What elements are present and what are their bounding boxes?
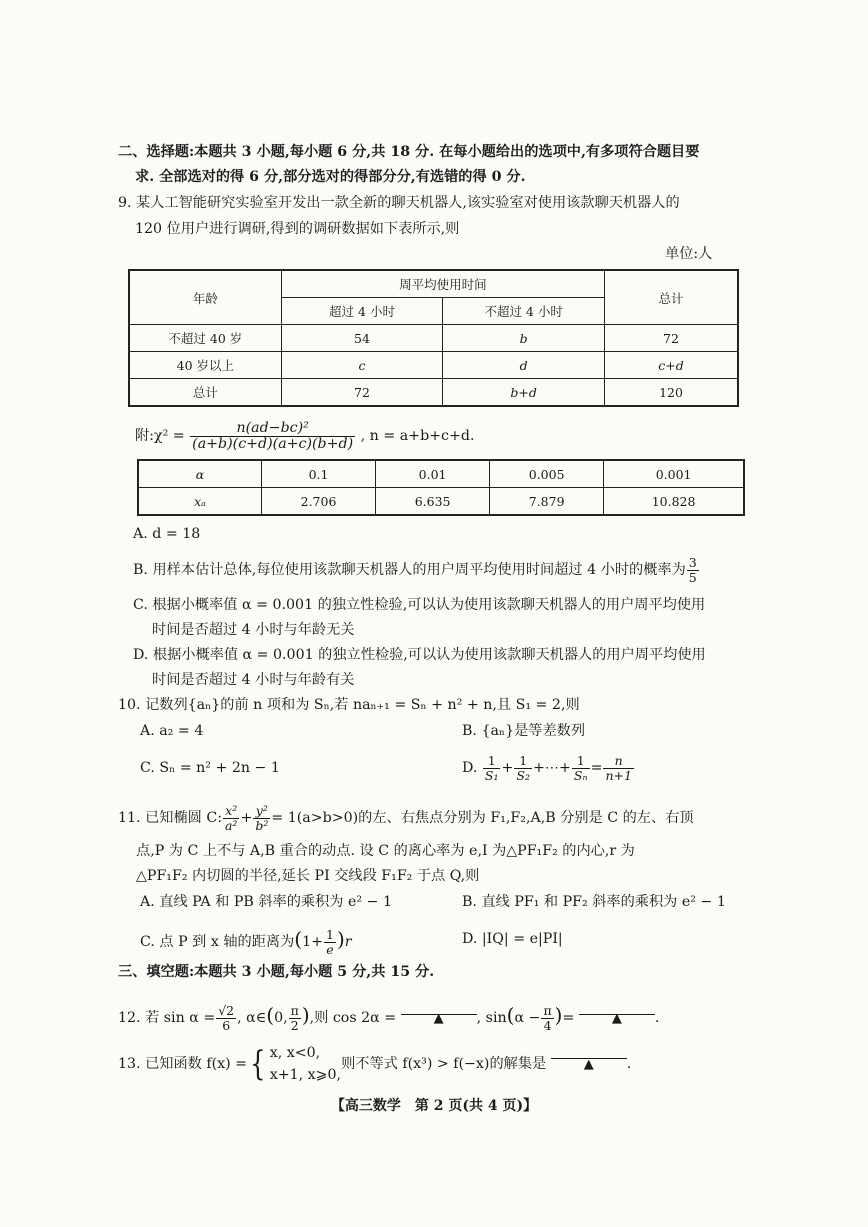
q10-option-a: A. a₂ = 4: [140, 723, 204, 739]
cell-value: 54: [281, 325, 443, 352]
formula-numerator: n(ad−bc)²: [236, 419, 309, 436]
q9-option-a: A. d = 18: [133, 526, 201, 542]
q11-stem-line3: △PF₁F₂ 内切圆的半径,延长 PI 交线段 F₁F₂ 于点 Q,则: [136, 868, 480, 884]
section-3-heading: 三、填空题:本题共 3 小题,每小题 5 分,共 15 分.: [118, 964, 435, 980]
critical-value-table: [137, 459, 745, 516]
q9-stem-line2: 120 位用户进行调研,得到的调研数据如下表所示,则: [135, 221, 460, 237]
q10-option-c: C. Sₙ = n² + 2n − 1: [140, 760, 280, 776]
header-over-4h: 超过 4 小时: [281, 298, 443, 325]
cell-value: c: [281, 352, 443, 379]
q9-unit: 单位:人: [665, 246, 713, 262]
formula-fraction: [190, 421, 355, 452]
q9-option-c-line2: 时间是否超过 4 小时与年龄无关: [152, 622, 355, 638]
table-row: [138, 460, 744, 488]
q9-option-d-line1: D. 根据小概率值 α = 0.001 的独立性检验,可以认为使用该款聊天机器人的用户周平均使用: [133, 647, 706, 663]
q12-answer-blank-1[interactable]: ▲: [401, 996, 477, 1015]
table-row: [129, 325, 738, 352]
header-weekly-usage: 周平均使用时间: [281, 270, 604, 298]
q10-option-d: D. $\frac{1}{\text{S₁}}$ + $\frac{1}{\text{S₂}}$ +⋯+ $\frac{1}{\text{Sₙ}}$ = $\frac{n}{n+1}$: [462, 752, 632, 783]
cell-value: 72: [281, 379, 443, 407]
q9-option-b: B. 用样本估计总体,每位使用该款聊天机器人的用户周平均使用时间超过 4 小时的概率为 $\frac{3}{5}$: [133, 554, 697, 585]
alpha-value: 0.005: [490, 460, 604, 488]
section-2-heading-line1: 二、选择题:本题共 3 小题,每小题 6 分,共 18 分. 在每小题给出的选项中,有多项符合题目要: [118, 144, 700, 160]
q11-option-d: D. |IQ| = e|PI|: [462, 931, 563, 947]
table-row: [129, 352, 738, 379]
q13-answer-blank[interactable]: ▲: [551, 1040, 627, 1059]
alpha-value: 0.01: [376, 460, 490, 488]
q13-stem: 13. 已知函数 f(x) ={ x, x<0, x+1, x⩾0, 则不等式 f(x³) > f(−x)的解集是 ▲ .: [118, 1040, 631, 1088]
chi-square-formula: [135, 418, 474, 454]
q9-survey-table: [128, 269, 739, 407]
q10-stem: 10. 记数列{aₙ}的前 n 项和为 Sₙ,若 naₙ₊₁ = Sₙ + n² + n,且 S₁ = 2,则: [118, 697, 580, 713]
cell-value: c+d: [605, 352, 739, 379]
cell-value: 72: [605, 325, 739, 352]
q11-option-c: C. 点 P 到 x 轴的距离为(1+ $\frac{1}{e}$ )r: [140, 926, 352, 957]
cell-value: b: [443, 325, 605, 352]
header-not-over-4h: 不超过 4 小时: [443, 298, 605, 325]
row-label: 总计: [129, 379, 281, 407]
critical-value: 6.635: [376, 488, 490, 516]
q11-stem-line2: 点,P 为 C 上不与 A,B 重合的动点. 设 C 的离心率为 e,I 为△PF₁F₂ 的内心,r 为: [136, 843, 635, 859]
q9-stem-line1: 9. 某人工智能研究实验室开发出一款全新的聊天机器人,该实验室对使用该款聊天机器人的: [118, 195, 680, 211]
q11-option-b: B. 直线 PF₁ 和 PF₂ 斜率的乘积为 e² − 1: [462, 894, 726, 910]
table-row: [138, 488, 744, 516]
q11-stem-line1: 11. 已知椭圆 C: $\frac{\text{x²}}{\text{a²}}$ + $\frac{\text{y²}}{\text{b²}}$ = 1(a>b>0)的左、右焦点分别为 F₁,F₂,A,B 分别是 C 的左、右顶: [118, 802, 694, 833]
table-row: [129, 379, 738, 407]
q10-option-b: B. {aₙ}是等差数列: [462, 723, 586, 739]
q11-option-a: A. 直线 PA 和 PB 斜率的乘积为 e² − 1: [140, 894, 392, 910]
x-alpha-label: xₐ: [194, 493, 206, 509]
alpha-value: 0.001: [604, 460, 744, 488]
cell-value: d: [443, 352, 605, 379]
q12-answer-blank-2[interactable]: ▲: [579, 996, 655, 1015]
q9-option-c-line1: C. 根据小概率值 α = 0.001 的独立性检验,可以认为使用该款聊天机器人的用户周平均使用: [133, 597, 706, 613]
critical-value: 10.828: [604, 488, 744, 516]
header-age: 年龄: [129, 270, 281, 325]
q9-option-d-line2: 时间是否超过 4 小时与年龄有关: [152, 672, 355, 688]
critical-value: 2.706: [262, 488, 376, 516]
formula-denominator: (a+b)(c+d)(a+c)(b+d): [192, 435, 354, 452]
cell-value: 120: [605, 379, 739, 407]
alpha-label: α: [195, 466, 205, 482]
page-footer: 【高三数学 第 2 页(共 4 页)】: [330, 1098, 538, 1114]
cell-value: b+d: [443, 379, 605, 407]
row-label: 不超过 40 岁: [129, 325, 281, 352]
formula-prefix: 附:χ² =: [135, 428, 185, 444]
formula-suffix: , n = a+b+c+d.: [360, 428, 475, 444]
section-2-heading-line2: 求. 全部选对的得 6 分,部分选对的得部分分,有选错的得 0 分.: [135, 169, 526, 185]
fraction-3-5: $\frac{3}{5}$: [688, 554, 697, 585]
q12-stem: 12. 若 sin α = $\frac{√2}{6}$ , α∈(0, $\frac{\pi}{2}$ ),则 cos 2α = ▲ , sin(α − $\frac{\pi}{4}$ )= ▲ .: [118, 993, 659, 1037]
header-total: 总计: [605, 270, 739, 325]
critical-value: 7.879: [490, 488, 604, 516]
alpha-value: 0.1: [262, 460, 376, 488]
row-label: 40 岁以上: [129, 352, 281, 379]
